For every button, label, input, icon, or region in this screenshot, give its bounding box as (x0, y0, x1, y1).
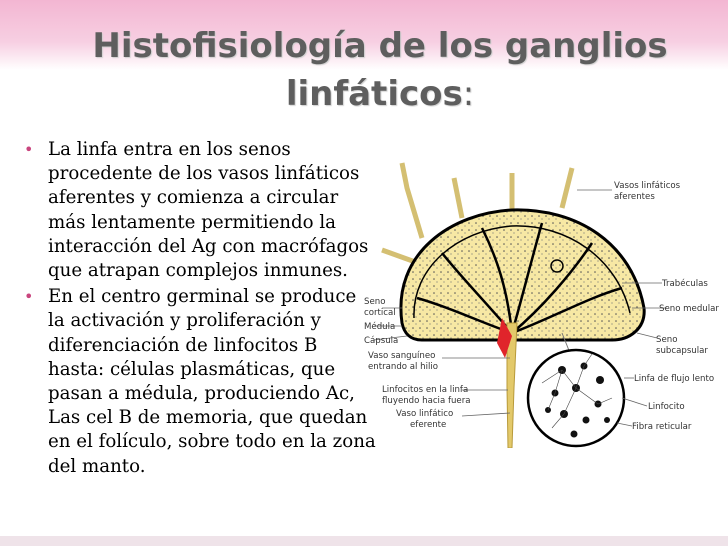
label-seno-subcapsular: Seno (656, 335, 678, 345)
label-seno-subcapsular-2: subcapsular (656, 346, 708, 356)
lymph-node-body (401, 210, 644, 340)
bullet-item (24, 285, 376, 479)
bullet-list (24, 138, 376, 481)
lymph-node-diagram (362, 158, 728, 448)
label-vasos-aferentes: Vasos linfáticos (614, 181, 681, 191)
label-linfocitos: Linfocitos en la linfa (382, 385, 469, 395)
label-seno-cortical: Seno (364, 297, 386, 307)
title-text: Histofisiología de los ganglios linfáticos (92, 26, 668, 114)
bullet-icon: • (24, 140, 34, 159)
label-vaso-eferente: Vaso linfático (396, 409, 454, 419)
sinus-magnified-view (528, 333, 624, 446)
label-vaso-sanguineo: Vaso sanguíneo (368, 351, 436, 361)
label-seno-cortical-2: cortical (364, 308, 396, 318)
label-linfocito: Linfocito (648, 402, 685, 412)
label-vaso-eferente-2: eferente (410, 420, 447, 430)
label-capsula: Cápsula (364, 336, 399, 346)
label-vaso-sanguineo-2: entrando al hilio (368, 362, 439, 372)
hilum-vessels (497, 318, 517, 448)
label-linfa-flujo-lento: Linfa de flujo lento (634, 374, 715, 384)
label-seno-medular: Seno medular (659, 304, 719, 314)
label-linfocitos-2: fluyendo hacia fuera (382, 396, 471, 406)
label-medula: Médula (364, 322, 396, 332)
footer-band (0, 536, 728, 546)
bullet-text: En el centro germinal se produce la activación y proliferación y diferenciación de linfocitos B hasta: células plasmáticas, que pasan a médula, produciendo Ac, Las cel B de memoria, que quedan en el folículo, sobre todo en la zona del manto. (48, 286, 376, 477)
slide-title (60, 22, 700, 118)
label-trabeculas: Trabéculas (662, 279, 708, 289)
title-colon: : (462, 74, 475, 114)
label-vasos-aferentes-2: aferentes (614, 192, 655, 202)
bullet-text: La linfa entra en los senos procedente de los vasos linfáticos aferentes y comienza a circular más lentamente permitiendo la interacción del Ag con macrófagos que atrapan complejos inmunes. (48, 139, 369, 282)
label-fibra-reticular: Fibra reticular (632, 422, 692, 432)
bullet-item (24, 138, 376, 283)
bullet-icon: • (24, 287, 34, 307)
